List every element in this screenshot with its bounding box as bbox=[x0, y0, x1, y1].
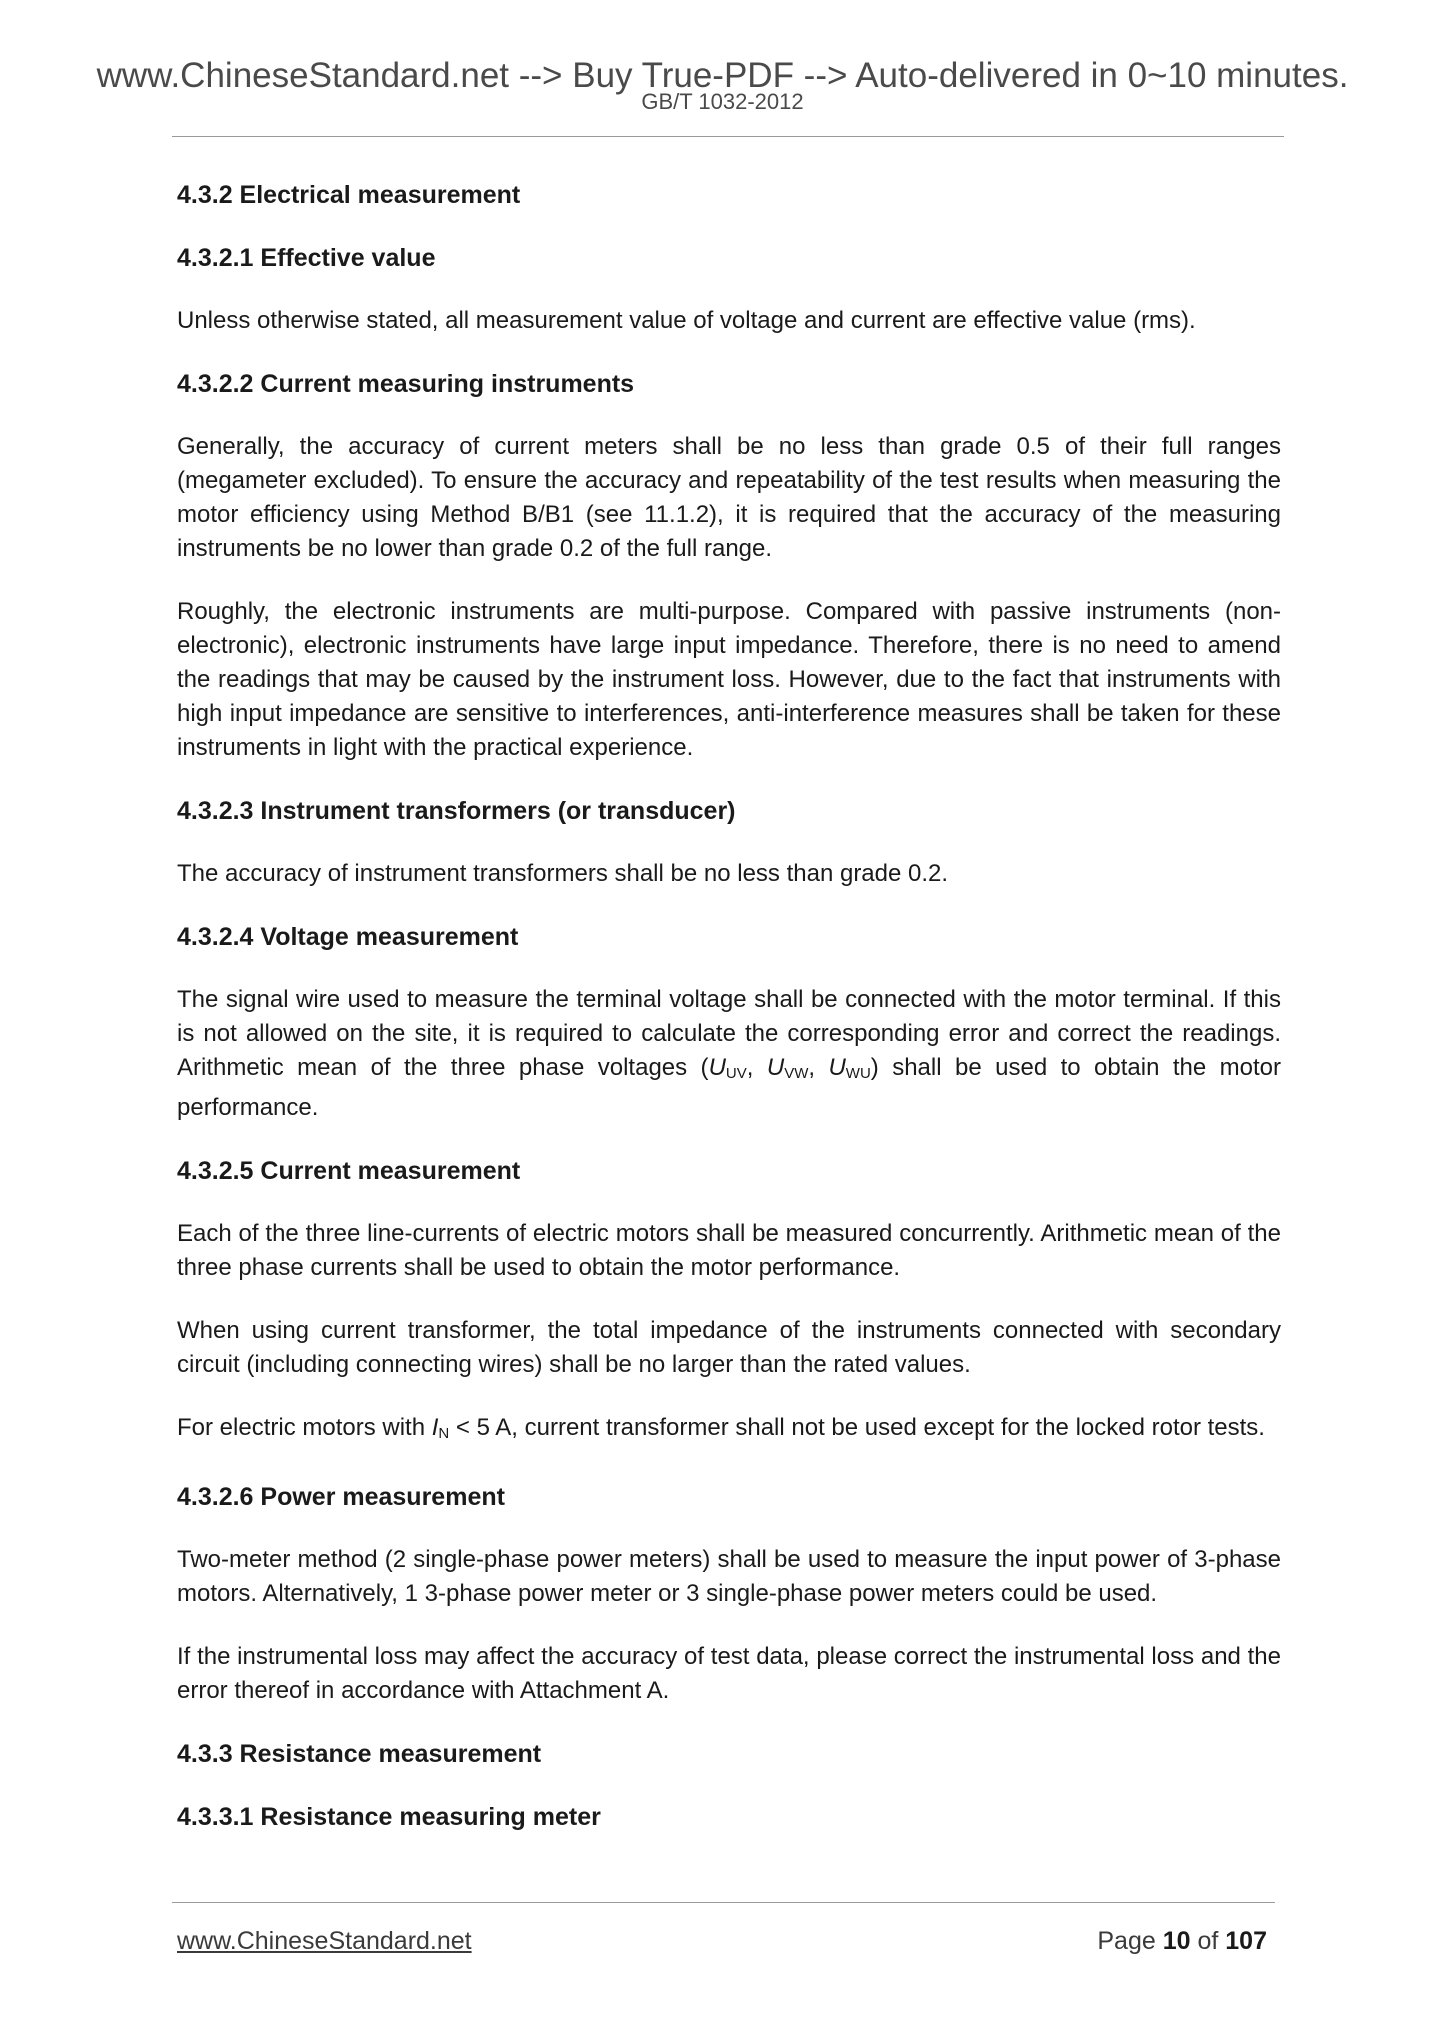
paragraph-current-measurement-1: Each of the three line-currents of electric motors shall be measured concurrently. Arithmetic mean of the three phase currents shall be used to obtain the motor performance. bbox=[177, 1220, 1281, 1281]
subscript-uv: UV bbox=[725, 1065, 747, 1082]
heading-4-3-2-4: 4.3.2.4 Voltage measurement bbox=[177, 923, 519, 951]
paragraph-current-measurement-2: When using current transformer, the total impedance of the instruments connected with secondary circuit (including connecting wires) shall be no larger than the rated values. bbox=[177, 1317, 1281, 1378]
heading-4-3-2-5: 4.3.2.5 Current measurement bbox=[177, 1157, 521, 1185]
paragraph-power-measurement-2: If the instrumental loss may affect the accuracy of test data, please correct the instrumental loss and the error thereof in accordance with Attachment A. bbox=[177, 1643, 1281, 1704]
heading-4-3-2-2: 4.3.2.2 Current measuring instruments bbox=[177, 370, 635, 398]
symbol-u-vw: U bbox=[766, 1054, 785, 1081]
page-current: 10 bbox=[1162, 1927, 1191, 1955]
paragraph-voltage-measurement bbox=[177, 983, 1281, 1125]
page-of: of bbox=[1190, 1927, 1226, 1955]
heading-4-3-3: 4.3.3 Resistance measurement bbox=[177, 1740, 542, 1768]
paragraph-current-instruments-1: Generally, the accuracy of current meters shall be no less than grade 0.5 of their full ranges (megameter excluded). To ensure the accuracy and repeatability of the test results when measuring the motor efficiency using Method B/B1 (see 11.1.2), it is required that the accuracy of the measuring instruments be no lower than grade 0.2 of the full range. bbox=[177, 433, 1281, 562]
standard-code: GB/T 1032-2012 bbox=[641, 89, 804, 114]
heading-4-3-2-6: 4.3.2.6 Power measurement bbox=[177, 1483, 505, 1511]
page-content bbox=[177, 178, 1281, 1863]
header-divider bbox=[172, 136, 1284, 137]
page-prefix: Page bbox=[1097, 1927, 1163, 1955]
current-text-end: < 5 A, current transformer shall not be used except for the locked rotor tests. bbox=[449, 1414, 1265, 1441]
heading-4-3-3-1: 4.3.3.1 Resistance measuring meter bbox=[177, 1803, 601, 1831]
page-number bbox=[1097, 1926, 1267, 1956]
current-text-start: For electric motors with bbox=[177, 1414, 432, 1441]
paragraph-effective-value: Unless otherwise stated, all measurement value of voltage and current are effective value (rms). bbox=[177, 307, 1196, 334]
page-total: 107 bbox=[1225, 1927, 1267, 1955]
paragraph-current-instruments-2: Roughly, the electronic instruments are multi-purpose. Compared with passive instruments (non-electronic), electronic instruments have large input impedance. Therefore, there is no need to amend the readings that may be caused by the instrument loss. However, due to the fact that instruments with high input impedance are sensitive to interferences, anti-interference measures shall be taken for these instruments in light with the practical experience. bbox=[177, 598, 1281, 761]
separator-2: , bbox=[808, 1054, 829, 1081]
subscript-wu: WU bbox=[845, 1065, 871, 1082]
symbol-i-n: I bbox=[431, 1414, 439, 1441]
paragraph-power-measurement-1: Two-meter method (2 single-phase power meters) shall be used to measure the input power of 3-phase motors. Alternatively, 1 3-phase power meter or 3 single-phase power meters could be used. bbox=[177, 1546, 1281, 1607]
subscript-n: N bbox=[438, 1425, 450, 1442]
heading-4-3-2-3: 4.3.2.3 Instrument transformers (or transducer) bbox=[177, 797, 736, 825]
heading-4-3-2: 4.3.2 Electrical measurement bbox=[177, 181, 521, 209]
paragraph-current-measurement-3 bbox=[177, 1411, 1281, 1451]
footer-site-link[interactable]: www.ChineseStandard.net bbox=[177, 1927, 472, 1955]
voltage-text-start: The signal wire used to measure the terminal voltage shall be connected with the motor terminal. If this is not allowed on the site, it is required to calculate the corresponding error and correct the readings. Arithmetic mean of the three phase voltages ( bbox=[177, 986, 1281, 1081]
symbol-u-uv: U bbox=[708, 1054, 726, 1081]
voltage-text-end: ) shall be used to obtain the motor performance. bbox=[177, 1054, 1281, 1121]
symbol-u-wu: U bbox=[828, 1054, 846, 1081]
separator-1: , bbox=[746, 1054, 767, 1081]
paragraph-instrument-transformers: The accuracy of instrument transformers shall be no less than grade 0.2. bbox=[177, 860, 949, 887]
footer-divider bbox=[172, 1902, 1275, 1903]
subscript-vw: VW bbox=[784, 1065, 809, 1082]
heading-4-3-2-1: 4.3.2.1 Effective value bbox=[177, 244, 436, 272]
header-banner: www.ChineseStandard.net --> Buy True-PDF --> Auto-delivered in 0~10 minutes. bbox=[96, 56, 1349, 95]
